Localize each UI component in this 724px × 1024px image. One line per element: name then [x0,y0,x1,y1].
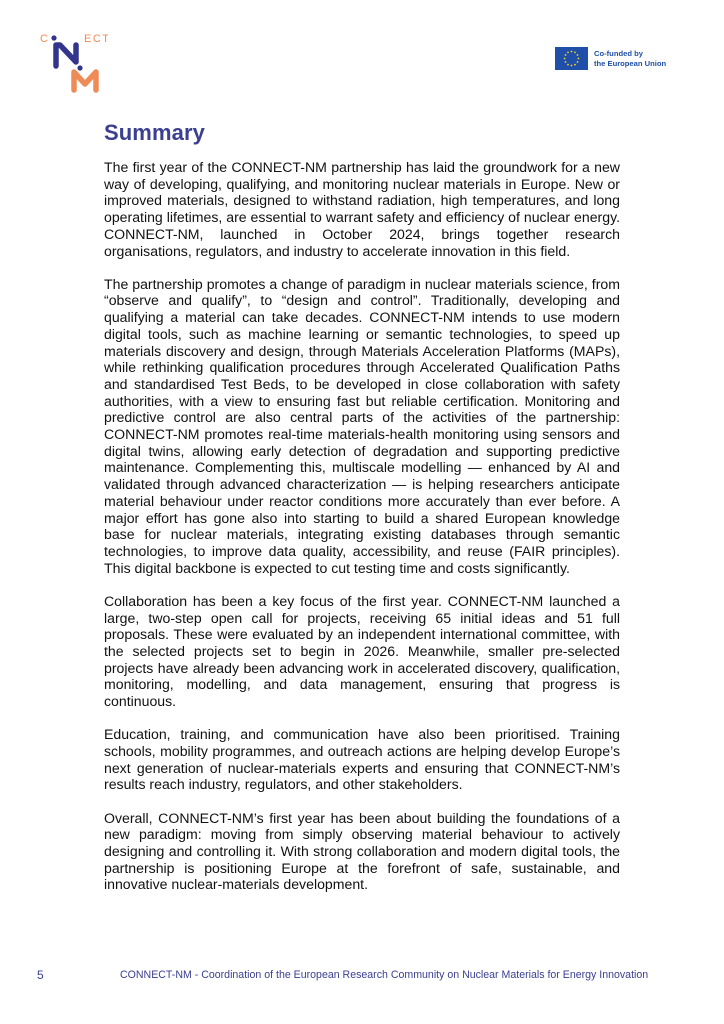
paragraph-overall: Overall, CONNECT-NM’s first year has been about building the foundations of a new paradigm: moving from simply observing material behaviour to actively designing and controlling it. With strong collaboration and modern digital tools, the partnership is positioning Europe at the forefront of safe, sustainable, and innovative nuclear-materials development. [104,809,620,893]
page-title: Summary [104,120,205,145]
connect-nm-logo-icon [40,30,108,94]
eu-flag-icon [555,47,588,70]
eu-cofunded-text [594,49,666,69]
eu-text-line1: Co-funded by [594,48,643,58]
page-number: 5 [37,968,44,982]
eu-cofunded-badge [555,47,666,70]
paragraph-paradigm: The partnership promotes a change of paradigm in nuclear materials science, from “observe and qualify”, to “design and control”. Traditionally, developing and qualifying a material can take decades. CONNECT-NM intends to use modern digital tools, such as machine learning or semantic technologies, to speed up materials discovery and design, through Materials Acceleration Platforms (MAPs), while rethinking qualification procedures through Accelerated Qualification Paths and standardised Test Beds, to be developed in close collaboration with safety authorities, with a view to ensuring fast but reliable certification. Monitoring and predictive control are also central parts of the activities of the partnership: CONNECT-NM promotes real-time materials-health monitoring using sensors and digital twins, allowing early detection of degradation and supporting predictive maintenance. Complementing this, multiscale modelling — enhanced by AI and validated through advanced characterization — is helping researchers anticipate material behaviour under reactor conditions more accurately than ever before. A major effort has gone also into starting to build a shared European knowledge base for nuclear materials, integrating existing databases through semantic technologies, to improve data quality, accessibility, and reuse (FAIR principles). This digital backbone is expected to cut testing time and costs significantly. [104,275,620,576]
summary-body [104,159,620,910]
paragraph-education: Education, training, and communication have also been prioritised. Training schools, mobility programmes, and outreach actions are helping develop Europe’s next generation of nuclear-materials experts and ensuring that CONNECT-NM’s results reach industry, regulators, and other stakeholders. [104,726,620,793]
paragraph-collaboration: Collaboration has been a key focus of the first year. CONNECT-NM launched a large, two-step open call for projects, receiving 65 initial ideas and 51 full proposals. These were evaluated by an independent international committee, with the selected projects set to begin in 2026. Meanwhile, smaller pre-selected projects have already been advancing work in accelerated discovery, qualification, monitoring, modelling, and data management, ensuring that progress is continuous. [104,592,620,710]
page-footer [0,968,724,984]
footer-text: CONNECT-NM - Coordination of the European Research Community on Nuclear Materials for Energy Innovation [120,969,649,981]
svg-text:C: C [40,33,50,45]
svg-text:ECT: ECT [84,33,108,45]
paragraph-intro: The first year of the CONNECT-NM partnership has laid the groundwork for a new way of developing, qualifying, and monitoring nuclear materials in Europe. New or improved materials, designed to withstand radiation, high temperatures, and long operating lifetimes, are essential to warrant safety and efficiency of nuclear energy. CONNECT-NM, launched in October 2024, brings together research organisations, regulators, and industry to accelerate innovation in this field. [104,159,620,259]
connect-nm-logo [40,30,108,94]
eu-text-line2: the European Union [594,58,667,68]
